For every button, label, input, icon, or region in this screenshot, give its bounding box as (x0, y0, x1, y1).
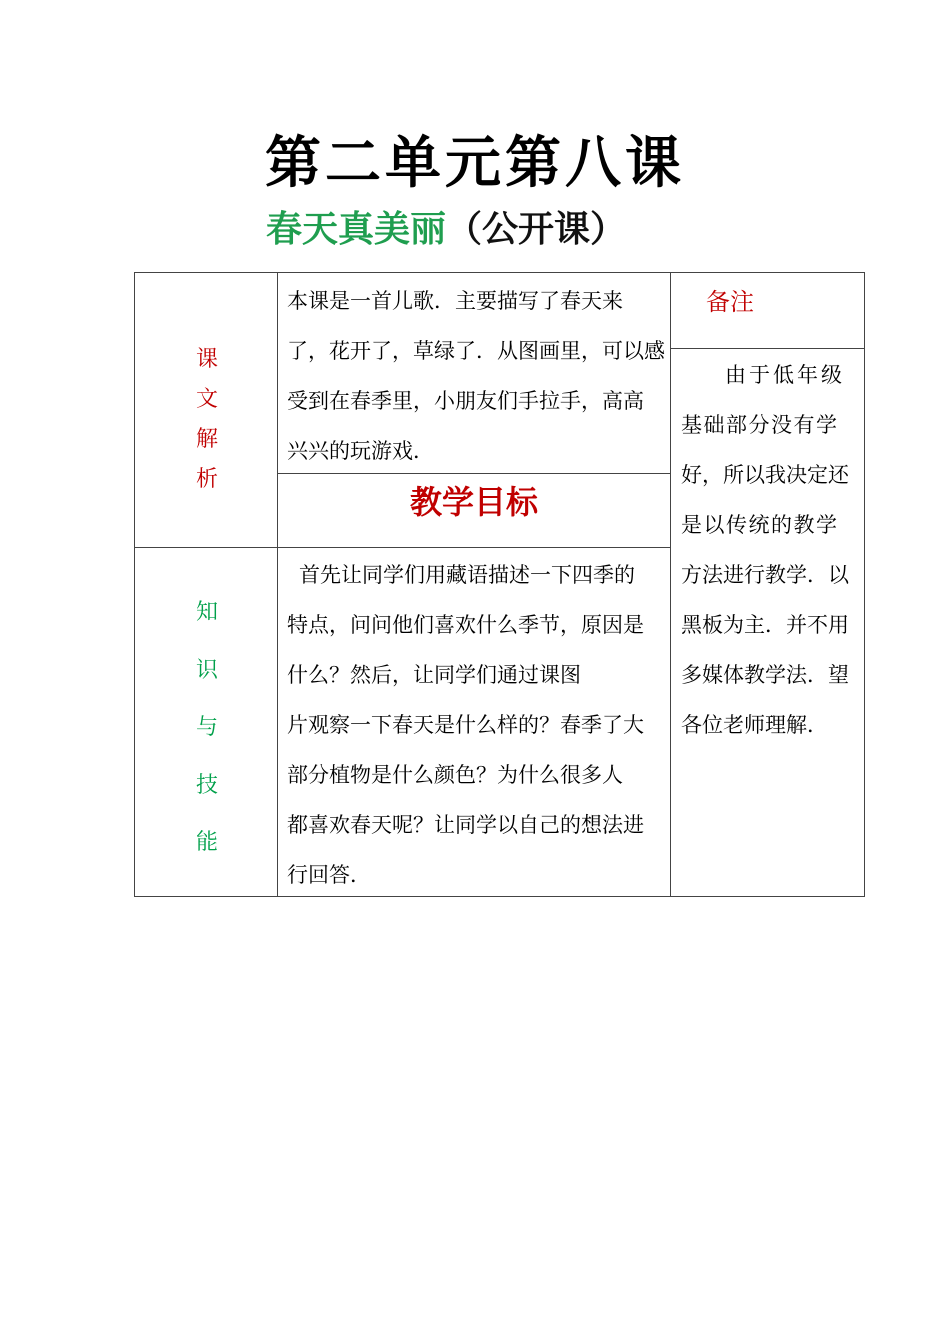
skills-label: 知 识 与 技 能 (195, 600, 218, 855)
analysis-text: 本课是一首儿歌．主要描写了春天来 了，花开了，草绿了．从图画里，可以感 受到在春季里，小朋友们手拉手，高高 兴兴的玩游戏． (287, 289, 665, 463)
page-title: 第二单元第八课 (265, 130, 685, 196)
notes-text: 由于低年级 基础部分没有学 好，所以我决定还 是以传统的教学 方法进行教学．以 黑板为主．并不用 多媒体教学法．望 各位老师理解． (681, 363, 849, 737)
lesson-name: 春天真美丽 (266, 208, 447, 250)
goals-heading: 教学目标 (409, 483, 538, 521)
lesson-tag: （公开课） (446, 208, 627, 250)
notes-heading: 备注 (706, 288, 754, 316)
analysis-label: 课 文 解 析 (195, 347, 218, 492)
skills-text: 首先让同学们用藏语描述一下四季的 特点，问问他们喜欢什么季节，原因是 什么？然后，让同学们通过课图 片观察一下春天是什么样的？春季了大 部分植物是什么颜色？为什么很多人 都喜欢春天呢？让同学以自己的想法进 行回答． (287, 563, 644, 887)
